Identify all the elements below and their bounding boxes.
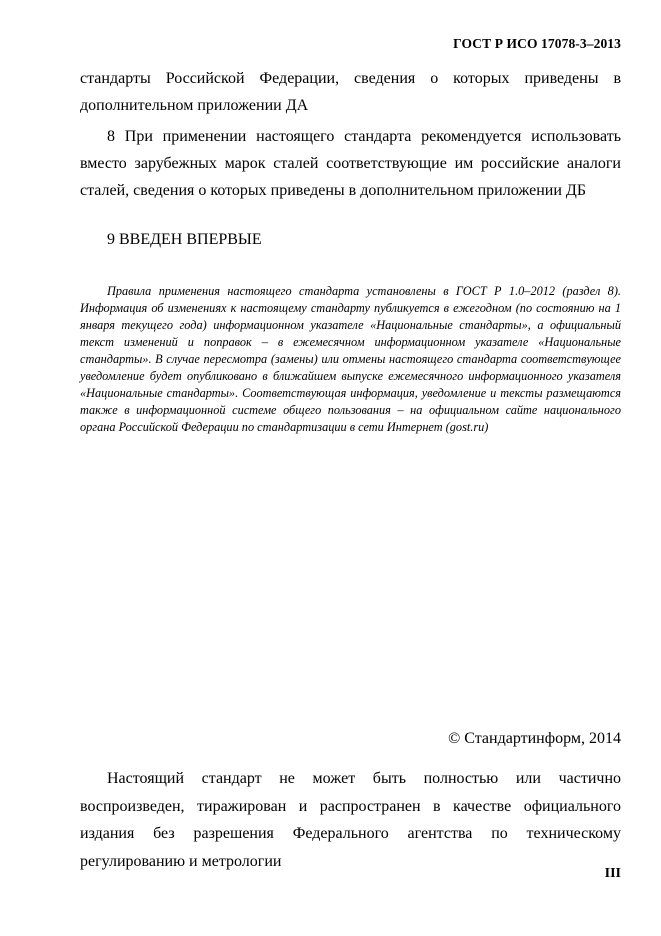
page-number: III: [604, 866, 621, 881]
reproduction-notice: Настоящий стандарт не может быть полностью или частично воспроизведен, тиражирован и распространен в качестве официального издания без разрешения Федерального агентства по техническому регулированию и метрологии: [80, 770, 621, 870]
paragraph-8: 8 При применении настоящего стандарта рекомендуется использовать вместо зарубежных марок сталей соответствующие им российские аналоги сталей, сведения о которых приведены в дополнительном приложении ДБ: [80, 128, 621, 199]
copyright-notice: © Стандартинформ, 2014: [448, 730, 621, 747]
document-header-code: ГОСТ Р ИСО 17078-3–2013: [453, 36, 621, 51]
rules-note: Правила применения настоящего стандарта установлены в ГОСТ Р 1.0–2012 (раздел 8). Информация об изменениях к настоящему стандарту публикуется в ежегодном (по состоянию на 1 января текущего года) информационном указателе «Национальные стандарты», а официальный текст изменений и поправок – в ежемесячном информационном указателе «Национальные стандарты». В случае пересмотра (замены) или отмены настоящего стандарта соответствующее уведомление будет опубликовано в ближайшем выпуске ежемесячного информационного указателя «Национальные стандарты». Соответствующая информация, уведомление и тексты размещаются также в информационной системе общего пользования – на официальном сайте национального органа Российской Федерации по стандартизации в сети Интернет (gost.ru): [80, 284, 621, 434]
paragraph-continuation: стандарты Российской Федерации, сведения о которых приведены в дополнительном приложении ДА: [80, 70, 621, 114]
section-9-title: 9 ВВЕДЕН ВПЕРВЫЕ: [107, 231, 262, 248]
